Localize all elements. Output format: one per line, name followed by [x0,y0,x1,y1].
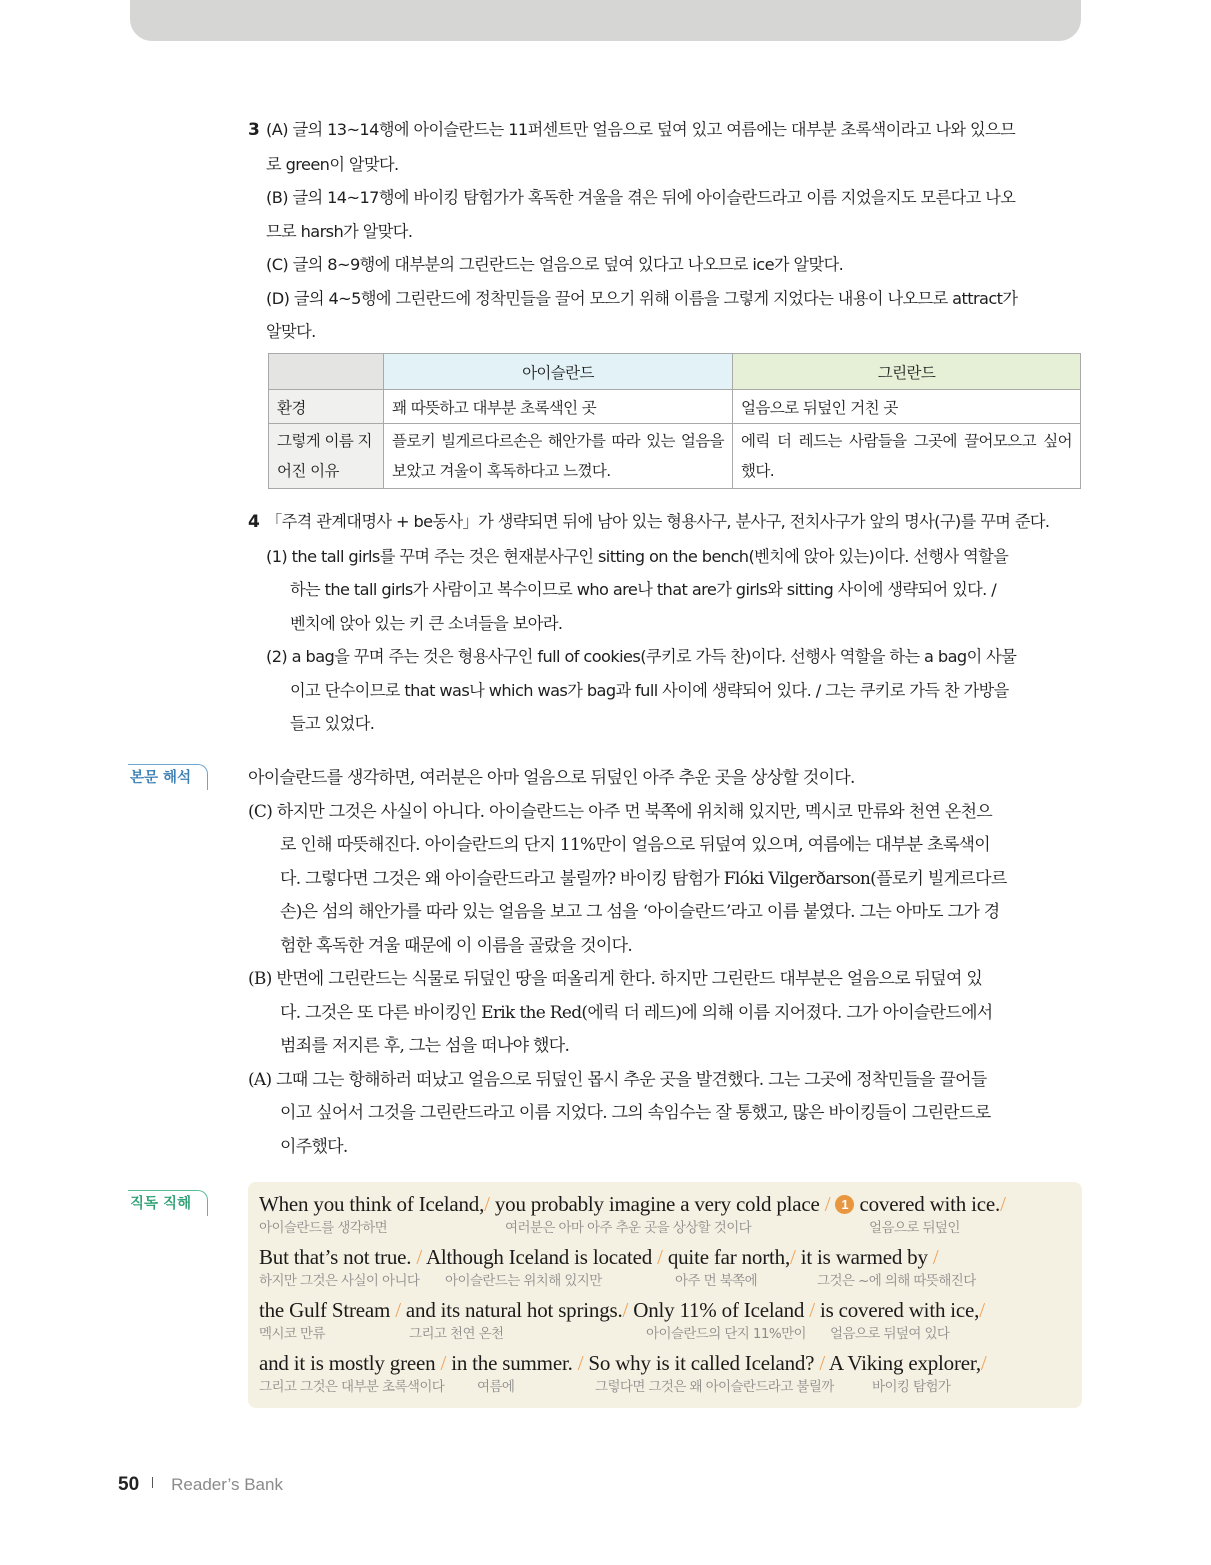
book-title: Reader’s Bank [171,1475,283,1494]
cell-iceland: 플로키 빌게르다르손은 해안가를 따라 있는 얼음을 보았고 겨울이 혹독하다고 느꼈다. [384,424,733,489]
question-number: 3 [248,120,260,140]
answer-q3-line: 알맞다. [266,322,316,341]
slash-separator: / [819,1351,826,1375]
cell-greenland: 얼음으로 뒤덮인 거친 곳 [733,390,1081,424]
translation-line: 다. 그렇다면 그것은 왜 아이슬란드라고 불릴까? 바이킹 탐험가 Flóki Vilgerðarson(플로키 빌게르다르 [280,868,1007,889]
translation-line: 손)은 섬의 해안가를 따라 있는 얼음을 보고 그 섬을 ‘아이슬란드’라고 이름 붙였다. 그는 아마도 그가 경 [280,902,1000,922]
korean-glosses: 하지만 그것은 사실이 아니다 아이슬란드는 위치해 있지만 아주 먼 북쪽에 그것은 ~에 의해 따뜻해진다 [259,1273,976,1289]
row-label: 환경 [269,390,384,424]
table-header-greenland: 그린란드 [733,354,1081,390]
answer-q3-line: 로 green이 알맞다. [266,154,399,174]
translation-line: 범죄를 저지른 후, 그는 섬을 떠나야 했다. [280,1036,570,1056]
slash-separator: / [824,1192,831,1216]
english-chunks: But that’s not true. / Although Iceland is located / quite far north,/ it is warmed by / [259,1245,939,1269]
row-label: 그렇게 이름 지어진 이유 [269,424,384,489]
cell-iceland: 꽤 따뜻하고 대부분 초록색인 곳 [384,390,733,424]
slash-separator: / [1000,1192,1006,1216]
footer-divider [152,1477,153,1488]
answer-q3-line: (B) 글의 14~17행에 바이킹 탐험가가 혹독한 겨울을 겪은 뒤에 아이슬란드라고 이름 지었을지도 모른다고 나오 [266,188,1016,207]
answer-q4-line: 들고 있었다. [290,714,375,733]
translation-line: 로 인해 따뜻해진다. 아이슬란드의 단지 11%만이 얼음으로 뒤덮여 있으며, 여름에는 대부분 초록색이 [280,835,990,855]
direct-reading-line [259,1192,1082,1245]
page-footer [118,1474,283,1496]
note-number-badge-icon: 1 [835,1195,854,1214]
answer-q3-line: (C) 글의 8~9행에 대부분의 그린란드는 얼음으로 덮여 있다고 나오므로 ice가 알맞다. [266,255,844,274]
english-chunks: the Gulf Stream / and its natural hot springs./ Only 11% of Iceland / is covered with ice,/ [259,1298,985,1322]
translation-line: 아이슬란드를 생각하면, 여러분은 아마 얼음으로 뒤덮인 아주 추운 곳을 상상할 것이다. [248,768,855,788]
korean-glosses: 멕시코 만류 그리고 천연 온천 아이슬란드의 단지 11%만이 얼음으로 뒤덮여 있다 [259,1326,950,1342]
translation-line: 험한 혹독한 겨울 때문에 이 이름을 골랐을 것이다. [280,935,633,956]
direct-reading-line [259,1298,1082,1351]
answer-q3-line: 므로 harsh가 알맞다. [266,221,413,241]
english-chunks: and it is mostly green / in the summer. / So why is it called Iceland? / A Viking explorer,/ [259,1351,987,1375]
cell-greenland: 에릭 더 레드는 사람들을 그곳에 끌어모으고 싶어 했다. [733,424,1081,489]
table-row [269,424,1081,489]
top-header-bar [130,0,1081,41]
slash-separator: / [932,1245,939,1269]
answer-q4-line: (2) a bag을 꾸며 주는 것은 형용사구인 full of cookies(쿠키로 가득 찬)이다. 선행사 역할을 하는 a bag이 사물 [266,647,1017,666]
slash-separator: / [809,1298,815,1322]
page-number: 50 [118,1474,140,1495]
slash-separator: / [980,1351,987,1375]
slash-separator: / [395,1298,401,1322]
korean-glosses: 그리고 그것은 대부분 초록색이다 여름에 그렇다면 그것은 왜 아이슬란드라고 불릴까 바이킹 탐험가 [259,1379,951,1395]
answer-q3-line: 3 (A) 글의 13~14행에 아이슬란드는 11퍼센트만 얼음으로 덮여 있고 여름에는 대부분 초록색이라고 나와 있으므 [248,113,1084,148]
translation-line: (B) 반면에 그린란드는 식물로 뒤덮인 땅을 떠올리게 한다. 하지만 그린란드 대부분은 얼음으로 뒤덮여 있 [248,969,983,989]
slash-separator: / [440,1351,447,1375]
answer-q4-line: 이고 단수이므로 that was나 which was가 bag과 full 사이에 생략되어 있다. / 그는 쿠키로 가득 찬 가방을 [290,680,1009,700]
table-header-empty [269,354,384,390]
table-header-iceland: 아이슬란드 [384,354,733,390]
table-header-row [269,354,1081,390]
slash-separator: / [979,1298,985,1322]
direct-reading-line [259,1351,1082,1404]
slash-separator: / [622,1298,629,1322]
direct-reading-section-tab: 직독 직해 [128,1190,208,1216]
korean-glosses: 아이슬란드를 생각하면 여러분은 아마 아주 추운 곳을 상상할 것이다 얼음으로 뒤덮인 [259,1220,960,1236]
slash-separator: / [790,1245,796,1269]
slash-separator: / [657,1245,663,1269]
translation-section-tab: 본문 해석 [128,764,208,790]
translation-line: (C) 하지만 그것은 사실이 아니다. 아이슬란드는 아주 먼 북쪽에 위치해 있지만, 멕시코 만류와 천연 온천으 [248,801,993,822]
slash-separator: / [416,1245,423,1269]
translation-line: (A) 그때 그는 항해하러 떠났고 얼음으로 뒤덮인 몹시 추운 곳을 발견했다. 그는 그곳에 정착민들을 끌어들 [248,1069,987,1090]
slash-separator: / [577,1351,584,1375]
answer-q3-line: (D) 글의 4~5행에 그린란드에 정착민들을 끌어 모으기 위해 이름을 그렇게 지었다는 내용이 나오므로 attract가 [266,288,1018,308]
translation-line: 이고 싶어서 그것을 그린란드라고 이름 지었다. 그의 속임수는 잘 통했고, 많은 바이킹들이 그린란드로 [280,1103,991,1123]
question-number: 4 [248,512,260,532]
direct-reading-line [259,1245,1082,1298]
table-row [269,390,1081,424]
answer-q4-line: 4 「주격 관계대명사 + be동사」가 생략되면 뒤에 남아 있는 형용사구, 분사구, 전치사구가 앞의 명사(구)를 꾸며 준다. [248,505,1084,540]
translation-line: 이주했다. [280,1136,348,1157]
answer-q4-line: 벤치에 앉아 있는 키 큰 소녀들을 보아라. [290,613,563,633]
english-chunks: When you think of Iceland,/ you probably imagine a very cold place / 1 covered with ice./ [259,1192,1006,1216]
answer-q4-line: 하는 the tall girls가 사람이고 복수이므로 who are나 that are가 girls와 sitting 사이에 생략되어 있다. / [290,580,997,599]
comparison-table [268,353,1081,489]
translation-text [248,762,1084,1164]
translation-line: 다. 그것은 또 다른 바이킹인 Erik the Red(에릭 더 레드)에 의해 이름 지어졌다. 그가 아이슬란드에서 [280,1002,993,1023]
answer-q4-line: (1) the tall girls를 꾸며 주는 것은 현재분사구인 sitting on the bench(벤치에 앉아 있는)이다. 선행사 역할을 [266,546,1009,566]
answer-q4 [248,505,1084,741]
direct-reading-box [248,1182,1082,1408]
answer-q3 [248,113,1084,349]
slash-separator: / [484,1192,490,1216]
